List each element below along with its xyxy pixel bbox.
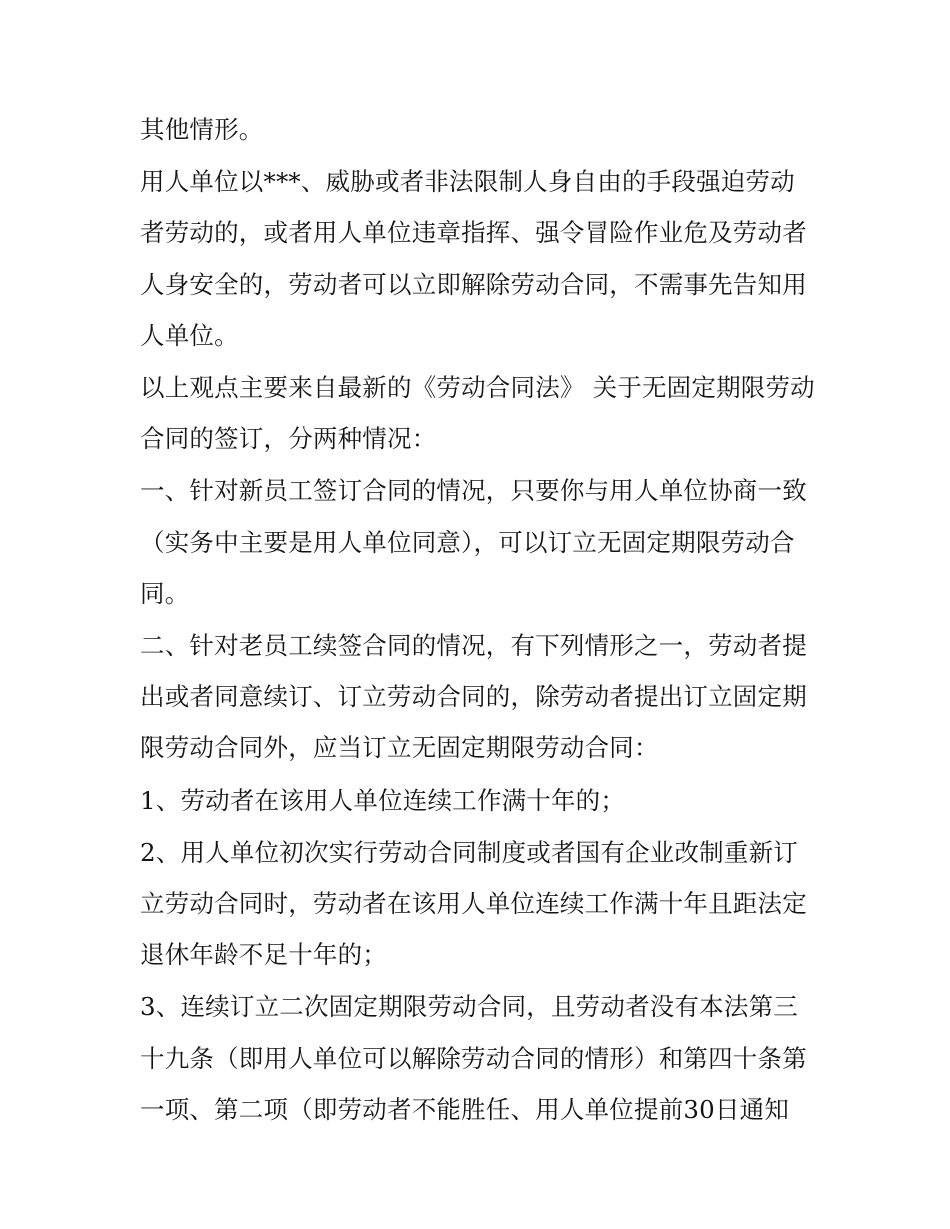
list-item-3: 3、连续订立二次固定期限劳动合同，且劳动者没有本法第三十九条（即用人单位可以解除劳动合同的情形）和第四十条第一项、第二项（即劳动者不能胜任、用人单位提前30日通知 [140,992,807,1124]
paragraph-forced-labor: 用人单位以***、威胁或者非法限制人身自由的手段强迫劳动者劳动的，或者用人单位违章指挥、强令冒险作业危及劳动者人身安全的，劳动者可以立即解除劳动合同，不需事先告知用人单位。 [140,167,807,350]
paragraph-other-circumstances: 其他情形。 [140,115,264,144]
paragraph-renewal-cases: 二、针对老员工续签合同的情况，有下列情形之一，劳动者提出或者同意续订、订立劳动合同的，除劳动者提出订立固定期限劳动合同外，应当订立无固定期限劳动合同： [140,631,807,763]
paragraph-new-employees: 一、针对新员工签订合同的情况，只要你与用人单位协商一致（实务中主要是用人单位同意），可以订立无固定期限劳动合同。 [140,476,807,608]
list-item-2: 2、用人单位初次实行劳动合同制度或者国有企业改制重新订立劳动合同时，劳动者在该用人单位连续工作满十年且距法定退休年龄不足十年的； [140,837,807,970]
list-item-1: 1、劳动者在该用人单位连续工作满十年的； [140,785,626,815]
document-body [140,104,815,1136]
paragraph-source-note: 以上观点主要来自最新的《劳动合同法》 关于无固定期限劳动合同的签订，分两种情况： [140,373,815,454]
